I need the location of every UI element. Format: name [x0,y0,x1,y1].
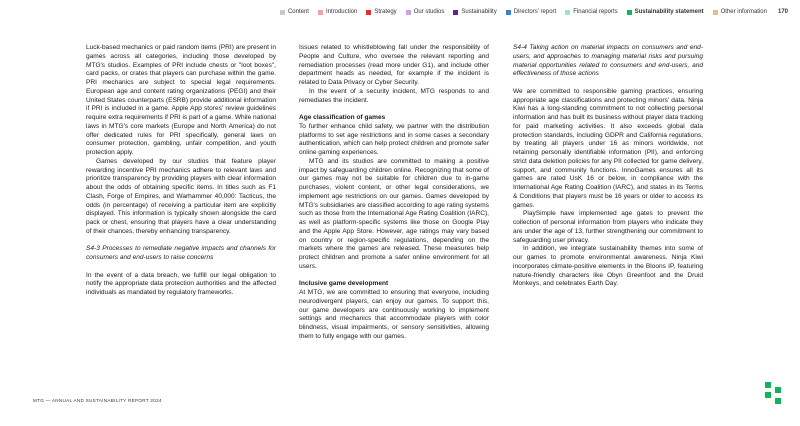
top-navigation [280,9,788,15]
paragraph: In the event of a data breach, we fulfill our legal obligation to notify the appropriate data protection authorities and the affected individuals as mandated by regulatory frameworks. [86,271,276,296]
nav-item-label: Directors' report [513,9,557,15]
paragraph: Games developed by our studios that feature player rewarding incentive PRI mechanics adhere to relevant laws and prioritize transparency by providing players with clear information about the odds of obtaining specific items. In titles such as F1 Clash, Forge of Empires, and Warhammer 40,000: Tacticus, the odds (in percentage) of receiving a particular item are explicitly displayed. This information is typically shown alongside the card pack or chest, ensuring that players have a clear understanding of their chances, thereby enhancing transparency. [86,157,276,235]
mtg-logo-icon [765,382,781,404]
nav-item-sustainability[interactable] [453,9,496,15]
nav-item-label: Our studios [413,9,445,15]
section-heading: S4-3 Processes to remediate negative impacts and channels for consumers and end-users to raise concerns [86,245,276,261]
subheading-inclusive-development: Inclusive game development [299,280,389,288]
nav-item-label: Sustainability statement [634,9,704,15]
nav-item-label: Introduction [325,9,358,15]
nav-item-directors-report[interactable] [506,9,557,15]
logo-block [765,382,771,388]
paragraph: At MTG, we are committed to ensuring that everyone, including neurodivergent players, can enjoy our games. To support this, our game developers are continuously working to implement settings and mechanics that accommodate players with color blindness, visual impairments, or sensory sensitivities, allowing them to fully engage with our games. [299,289,489,340]
nav-item-our-studios[interactable] [406,9,445,15]
paragraph: Issues related to whistleblowing fall under the responsibility of People and Culture, who oversee the relevant reporting and remediation processes (read more under G1), and include other department heads as needed, for example if the incident is related to Data Privacy or Cyber Security. [299,44,489,86]
color-square-icon [453,10,458,15]
nav-item-label: Content [287,9,309,15]
color-square-icon [565,10,570,15]
column-right [513,44,703,289]
section-heading: S4-4 Taking action on material impacts on consumers and end-users, and approaches to managing material risks and pursuing material opportunities related to consumers and end-users, and effectiveness of those actions [513,44,703,78]
logo-block [775,387,781,393]
color-square-icon [627,10,632,15]
nav-item-label: Sustainability [461,9,497,15]
paragraph: Luck-based mechanics or paid random items (PRI) are present in games across all categories, including those developed by MTG's studios. Examples of PRI include chests or "loot boxes", card packs, or crates that players can purchase within the game. PRI mechanics are subject to special legal requirements. European age and content rating organizations (PEGI) and their United States counterparts (ESRB) provide additional information if PRI is included in a game. Apple App stores' review guidelines require extra requirements if PRI is part of a game. While national laws in MTG's core markets (Europe and North America) do not offer dedicated rules for PRI specifically, general laws on consumer protection, gambling, unfair competition, and youth protection apply. [86,44,276,156]
nav-item-strategy[interactable] [366,9,396,15]
color-square-icon [280,10,285,15]
nav-item-label: Other information [720,9,767,15]
page-number: 170 [777,9,788,15]
logo-block [765,392,771,398]
color-square-icon [366,10,371,15]
color-square-icon [318,10,323,15]
paragraph: We are committed to responsible gaming practices, ensuring appropriate age classifications and protecting minors' data. Ninja Kiwi has a long-standing commitment to not collecting personal information and has built its business without player data tracking for paid marketing activities. It also exceeds global data protection standards, including GDPR and California regulations, by treating all players under 16 as minors worldwide, not retaining personally identifiable information (PII), and enforcing strict data deletion policies for any PII collected for game delivery, support, and community functions. InnoGames ensures all its games are rated UsK 16 or below, in compliance with the International Age Rating Coalition (IARC), and states in its Terms & Conditions that players must be 16 years or older to access its games. [513,87,703,209]
color-square-icon [406,10,411,15]
color-square-icon [713,10,718,15]
nav-item-label: Strategy [374,9,397,15]
column-left [86,44,276,298]
nav-item-label: Financial reports [573,9,618,15]
paragraph: In addition, we integrate sustainability themes into some of our games to promote environmental awareness. Ninja Kiwi incorporates climate-positive elements in the Bloons IP, featuring nature-friendly characters like Obyn Greenfoot and the Druid Monkeys, and celebrates Earth Day. [513,245,703,288]
nav-item-content[interactable] [280,9,309,15]
color-square-icon [506,10,511,15]
nav-item-sustainability-statement[interactable] [627,9,704,15]
paragraph: MTG and its studios are committed to making a positive impact by safeguarding children online. Recognizing that some of our games may not be suitable for children due to in-game purchases, violent content, or other legal considerations, we implement age restrictions on our games. Games developed by MTG's subsidiaries are classified according to age rating systems such as those from the International Age Rating Coalition (IARC), as well as platform-specific systems like those on Google Play and the Apple App Store. However, age ratings may vary based on country or region-specific regulations, depending on the markets where the games are released. These measures help protect children and promote a safer online environment for all users. [299,157,489,270]
logo-block [775,398,781,404]
paragraph: PlaySimple have implemented age gates to prevent the collection of personal information from players who indicate they are under the age of 13, further strengthening our commitment to safeguarding user privacy. [513,210,703,244]
paragraph: In the event of a security incident, MTG responds to and remediates the incident. [299,87,489,104]
footer-report-title: MTG — ANNUAL AND SUSTAINABILITY REPORT 2024 [33,398,162,403]
nav-item-introduction[interactable] [318,9,357,15]
subheading-age-classification: Age classification of games [299,114,386,121]
nav-item-other-information[interactable] [713,9,767,15]
paragraph: To further enhance child safety, we partner with the distribution platforms to set age restrictions and in some cases a secondary authentication, which can help protect children and promote safer online gaming experiences. [299,122,489,156]
column-middle [299,44,489,342]
nav-item-financial-reports[interactable] [565,9,617,15]
